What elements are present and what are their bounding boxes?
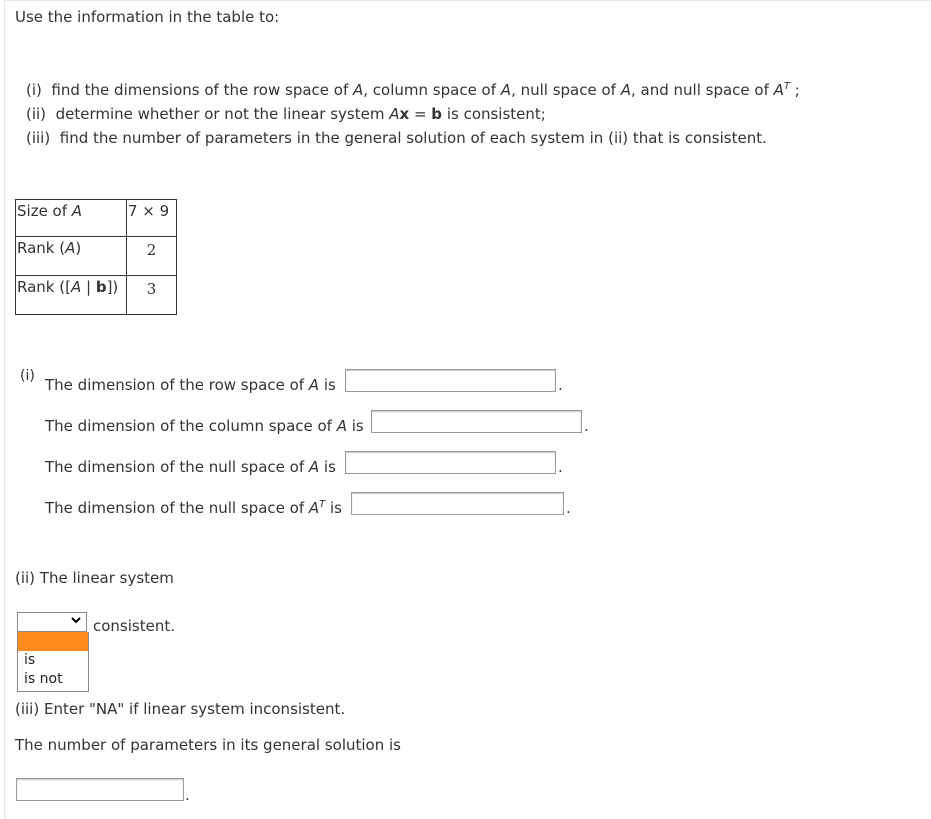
column-space-input[interactable] — [371, 410, 582, 433]
instruction-i: (i) find the dimensions of the row space of A, column space of A, null space of A, and null space of $A^T$ ; — [26, 81, 800, 99]
consistent-suffix: consistent. — [93, 617, 175, 635]
dropdown-option-is-not[interactable]: is not — [24, 671, 63, 687]
dropdown-option-blank[interactable] — [18, 632, 88, 651]
prompt-text: Use the information in the table to: — [15, 8, 280, 26]
part-i-label: (i) — [20, 368, 35, 384]
column-space-label: The dimension of the column space of A is — [45, 417, 364, 435]
row-space-label: The dimension of the row space of A is — [45, 376, 336, 394]
part-iii-note: (iii) Enter "NA" if linear system inconsistent. — [15, 700, 346, 718]
parameters-input[interactable] — [16, 778, 184, 801]
part-ii-label: (ii) The linear system — [15, 569, 174, 587]
period: . — [558, 376, 563, 394]
null-space-label: The dimension of the null space of A is — [45, 458, 336, 476]
null-space-transpose-input[interactable] — [351, 492, 564, 515]
dropdown-list — [17, 632, 89, 692]
null-space-transpose-label: The dimension of the null space of $A^T$ is — [45, 499, 343, 517]
table-row — [16, 276, 177, 315]
table-value: 7 × 9 — [127, 200, 177, 237]
table-label: Size of A — [16, 200, 127, 237]
chevron-down-icon — [70, 614, 82, 629]
table-row — [16, 237, 177, 276]
table-value: 2 — [127, 237, 177, 276]
table-row — [16, 200, 177, 237]
period: . — [566, 499, 571, 517]
period: . — [584, 417, 589, 435]
period: . — [185, 786, 190, 804]
table-label: Rank (A) — [16, 237, 127, 276]
parameters-question: The number of parameters in its general solution is — [15, 736, 401, 754]
instruction-iii: (iii) find the number of parameters in the general solution of each system in (ii) that is consistent. — [26, 129, 767, 147]
null-space-input[interactable] — [345, 451, 556, 474]
table-value: 3 — [127, 276, 177, 315]
consistency-select[interactable] — [17, 612, 87, 632]
table-label: Rank ([A | b]) — [16, 276, 127, 315]
instruction-ii: (ii) determine whether or not the linear system Ax = b is consistent; — [26, 105, 546, 123]
dropdown-option-is[interactable]: is — [24, 652, 36, 668]
period: . — [558, 458, 563, 476]
row-space-input[interactable] — [345, 369, 556, 392]
info-table — [15, 199, 177, 315]
